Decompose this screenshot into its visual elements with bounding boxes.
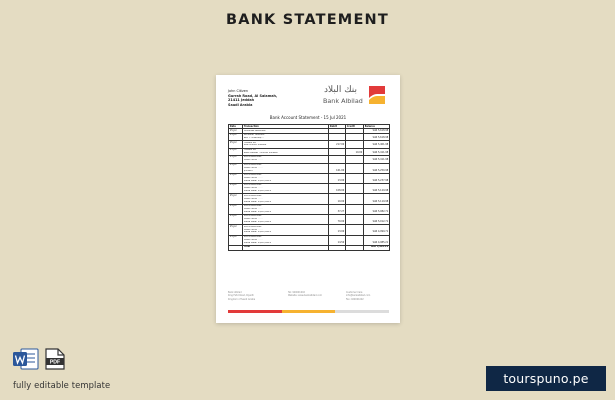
- cell-debit: 14.50: [329, 235, 346, 245]
- column-header-debit: Debit: [329, 125, 346, 129]
- cell-balance: SAR 5,012.71: [364, 215, 390, 225]
- column-header-date: Date: [229, 125, 243, 129]
- page-headline: BANK STATEMENT: [226, 12, 389, 28]
- transaction-line: POS PURCHASE: [243, 235, 262, 238]
- cell-balance: SAR 5,411.98: [364, 156, 390, 163]
- cell-debit: 108.00: [329, 184, 346, 194]
- table-row: [229, 163, 390, 173]
- total-spacer: [229, 246, 243, 251]
- cell-date: 15-Jul: [229, 133, 243, 140]
- transaction-line: Value Date: 15/07/2021: [243, 241, 272, 244]
- cell-balance: SAR 5,237.98: [364, 173, 390, 183]
- transaction-line: CARD 5058 *****: [243, 218, 264, 221]
- pdf-icon: [45, 348, 65, 370]
- cell-date: 15-Jul: [229, 129, 243, 134]
- customer-address-line: 21411 Jeddah: [228, 98, 255, 102]
- cell-debit: 13.00: [329, 225, 346, 235]
- footer-text: info@bankalbilad.com: [346, 294, 371, 298]
- cell-credit: [346, 215, 364, 225]
- transaction-line: POS PURCHASE: [243, 156, 262, 159]
- table-row: [229, 184, 390, 194]
- cell-debit: 70.00: [329, 215, 346, 225]
- column-header-transaction: Transaction: [243, 125, 329, 129]
- cell-balance: SAR 5,401.98: [364, 141, 390, 148]
- cell-balance: SAR 5,618.98: [364, 129, 390, 134]
- cell-debit: [329, 133, 346, 140]
- footer-col-1: [228, 291, 255, 301]
- transaction-line: PAYMENT INVOICE: [243, 134, 265, 137]
- footer-text: Bank Albilad: [228, 291, 242, 294]
- cell-credit: [346, 156, 364, 163]
- table-row: [229, 173, 390, 183]
- total-spacer: [329, 246, 346, 251]
- transaction-line: Value Date: 15/07/2021: [243, 190, 272, 193]
- transaction-line: TRANSFER: [243, 141, 256, 144]
- footer-col-2: [288, 291, 322, 298]
- transaction-line: POS PURCHASE: [243, 205, 262, 208]
- table-row: [229, 235, 390, 245]
- transaction-line: CARD 5058 *****: [243, 187, 264, 190]
- cell-credit: [346, 184, 364, 194]
- cell-date: 15-Jul: [229, 204, 243, 214]
- cell-transaction: [243, 184, 329, 194]
- bank-logo-icon: [367, 86, 387, 104]
- cell-balance: SAR 5,411.98: [364, 148, 390, 155]
- total-spacer: [346, 246, 364, 251]
- cell-debit: [329, 148, 346, 155]
- cell-debit: 217.00: [329, 141, 346, 148]
- svg-text:PDF: PDF: [49, 359, 61, 366]
- cell-date: 15-Jul: [229, 141, 243, 148]
- transaction-line: CARD 5058 *****: [243, 166, 264, 169]
- cell-date: 15-Jul: [229, 184, 243, 194]
- table-row: [229, 148, 390, 155]
- footer-text: Website: www.bankalbilad.com: [288, 294, 323, 298]
- footer-color-bar: [228, 310, 389, 313]
- bank-logo-arabic: بنك البلاد: [324, 85, 358, 95]
- cell-credit: [346, 141, 364, 148]
- transaction-line: POS PURCHASE: [243, 174, 262, 177]
- transaction-line: POS PURCHASE: [243, 163, 262, 166]
- cell-credit: [346, 235, 364, 245]
- transaction-line: POS PURCHASE: [243, 225, 262, 228]
- customer-address-line: Gurrah Road, Al Salamah,: [228, 93, 278, 98]
- transaction-line: Value Date: 15/07/2021: [243, 231, 272, 234]
- cell-balance: SAR 5,250.98: [364, 163, 390, 173]
- transaction-line: Bank Albilad - Online Transfer: [243, 151, 278, 154]
- bank-logo-english: Bank Albilad: [323, 97, 363, 105]
- cell-balance: SAR 4,999.71: [364, 225, 390, 235]
- cell-credit: [346, 173, 364, 183]
- cell-date: 15-Jul: [229, 156, 243, 163]
- transaction-line: CARD 5058 *****: [243, 197, 264, 200]
- transaction-line: Ref: 77542018/...: [243, 137, 264, 140]
- transaction-line: Value Date: 15/07/2021: [243, 200, 272, 203]
- color-bar-orange: [282, 310, 336, 313]
- transaction-line: CARD 5058 *****: [243, 159, 264, 162]
- transaction-line: Value Date: 15/07/2021: [243, 179, 272, 182]
- transaction-line: SAR Online Transfer: [243, 144, 267, 147]
- cell-debit: 13.00: [329, 173, 346, 183]
- cell-date: 15-Jul: [229, 235, 243, 245]
- cell-transaction: [243, 215, 329, 225]
- customer-address-block: [228, 89, 277, 107]
- footer-text: Customer Care: [346, 291, 363, 294]
- editable-template-note: fully editable template: [13, 380, 111, 390]
- cell-transaction: [243, 204, 329, 214]
- total-label: Total: [243, 246, 329, 251]
- cell-transaction: [243, 156, 329, 163]
- transaction-line: CARD 5058 *****: [243, 207, 264, 210]
- word-icon: [13, 348, 39, 370]
- cell-date: 15-Jul: [229, 194, 243, 204]
- color-bar-red: [228, 310, 282, 313]
- cell-balance: SAR 4,985.21: [364, 235, 390, 245]
- transactions-body: [229, 129, 390, 246]
- transaction-line: JEDDAH: [243, 169, 253, 172]
- transaction-line: POS PURCHASE: [243, 215, 262, 218]
- total-row: [229, 246, 390, 251]
- transactions-table: [228, 124, 390, 251]
- cell-transaction: [243, 235, 329, 245]
- transaction-line: CARD 5058 *****: [243, 228, 264, 231]
- cell-date: 15-Jul: [229, 215, 243, 225]
- footer-col-3: [346, 291, 370, 301]
- column-header-balance: Balance: [364, 125, 390, 129]
- cell-transaction: [243, 173, 329, 183]
- transaction-line: Value Date: 15/07/2021: [243, 210, 272, 213]
- cell-credit: [346, 133, 364, 140]
- table-row: [229, 225, 390, 235]
- cell-credit: [346, 204, 364, 214]
- cell-transaction: [243, 225, 329, 235]
- cell-transaction: [243, 163, 329, 173]
- cell-debit: 161.00: [329, 163, 346, 173]
- cell-date: 15-Jul: [229, 173, 243, 183]
- cell-credit: 10.00: [346, 148, 364, 155]
- table-row: [229, 133, 390, 140]
- total-balance: SAR 4,985.21: [364, 246, 390, 251]
- cell-debit: 10.00: [329, 194, 346, 204]
- cell-date: 15-Jul: [229, 225, 243, 235]
- footer-text: King Fahd Road, Riyadh: [228, 294, 254, 298]
- footer-text: Tel: 920001002: [288, 291, 305, 294]
- cell-credit: [346, 163, 364, 173]
- cell-date: 15-Jul: [229, 148, 243, 155]
- transaction-line: Value Date: 15/07/2021: [243, 221, 272, 224]
- cell-debit: 37.27: [329, 204, 346, 214]
- cell-credit: [346, 225, 364, 235]
- cell-date: 15-Jul: [229, 163, 243, 173]
- table-row: [229, 156, 390, 163]
- customer-address-line: Saudi Arabia: [228, 102, 253, 107]
- transaction-line: TRANSFER: [243, 148, 256, 151]
- cell-balance: SAR 5,082.71: [364, 204, 390, 214]
- cell-balance: SAR 5,129.98: [364, 184, 390, 194]
- cell-debit: [329, 156, 346, 163]
- footer-text: Fax: 920001002: [346, 297, 364, 301]
- statement-document: [216, 75, 400, 323]
- table-row: [229, 194, 390, 204]
- column-header-credit: Credit: [346, 125, 364, 129]
- transaction-line: POS PURCHASE: [243, 184, 262, 187]
- transaction-line: OPENING BALANCE: [243, 129, 266, 132]
- transaction-line: POS PURCHASE: [243, 194, 262, 197]
- table-row: [229, 215, 390, 225]
- table-row: [229, 141, 390, 148]
- cell-credit: [346, 194, 364, 204]
- cell-transaction: [243, 194, 329, 204]
- transaction-line: CARD 5058 *****: [243, 177, 264, 180]
- cell-transaction: [243, 133, 329, 140]
- cell-transaction: [243, 141, 329, 148]
- cell-transaction: [243, 148, 329, 155]
- footer-text: Kingdom of Saudi Arabia: [228, 297, 256, 301]
- transaction-line: CARD 5058 *****: [243, 238, 264, 241]
- cell-balance: SAR 5,119.98: [364, 194, 390, 204]
- customer-name: John Citizen: [228, 89, 249, 93]
- color-bar-grey: [335, 310, 389, 313]
- brand-badge[interactable]: tourspuno.pe: [486, 366, 606, 391]
- cell-balance: SAR 5,618.98: [364, 133, 390, 140]
- table-row: [229, 204, 390, 214]
- statement-title: Bank Account Statement - 15 Jul 2021: [269, 115, 347, 120]
